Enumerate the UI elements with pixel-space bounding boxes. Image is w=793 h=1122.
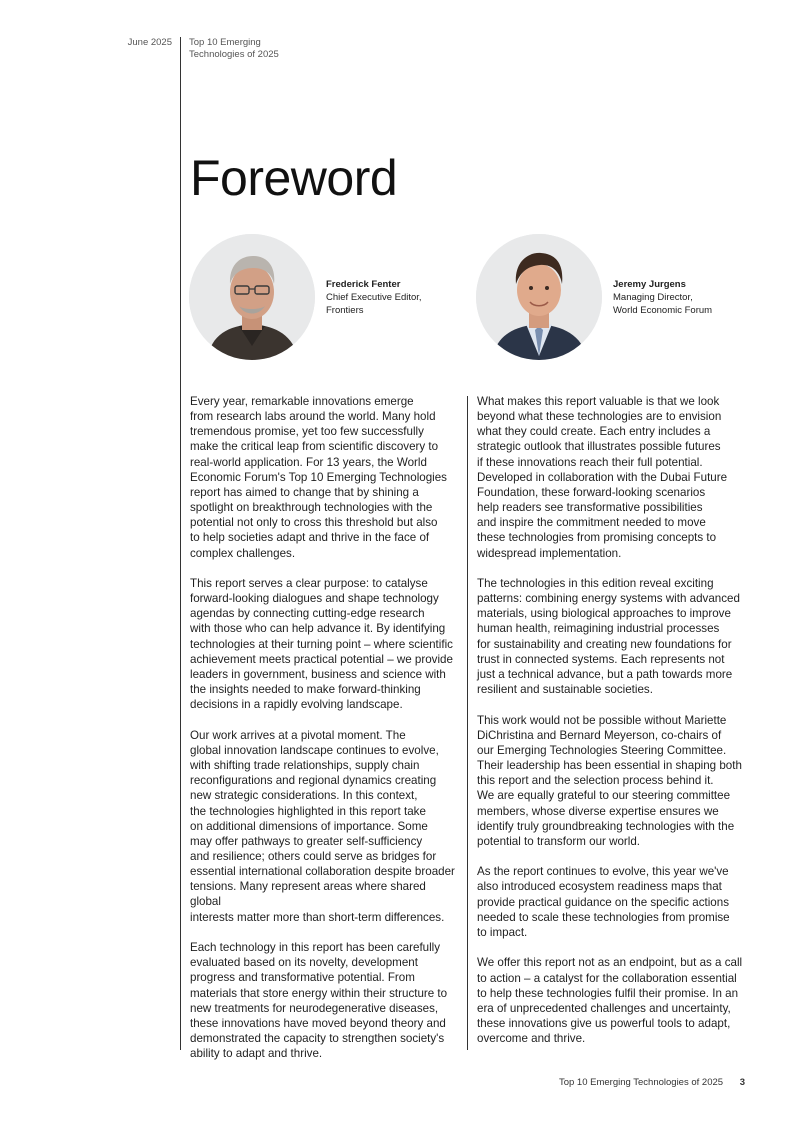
- paragraph: Every year, remarkable innovations emerge from research labs around the world. Many hold tremendous promise, yet too few successfully make the critical leap from scientific discovery to real-world application. For 13 years, the World Economic Forum's Top 10 Emerging Technologies report has aimed to change that by shining a spotlight on breakthrough technologies with the potential not only to cross this threshold but also to help societies adapt and thrive in the face of complex challenges.: [190, 395, 447, 560]
- contributor-frederick-fenter: [326, 278, 486, 317]
- page-number: 3: [739, 1077, 745, 1088]
- main-divider-line: [180, 37, 181, 1050]
- contributor-name: Frederick Fenter: [326, 279, 401, 290]
- avatar-frederick-fenter: [189, 234, 315, 360]
- contributor-name: Jeremy Jurgens: [613, 279, 686, 290]
- body-column-left: [190, 394, 460, 1077]
- paragraph: This report serves a clear purpose: to catalyse forward-looking dialogues and shape technology agendas by connecting cutting-edge research with those who can help advance it. By identifying technologies at their turning point – where scientific achievement meets practical potential – we provide leaders in government, business and science with the insights needed to make forward-thinking decisions in a rapidly evolving landscape.: [190, 577, 453, 712]
- paragraph: Each technology in this report has been carefully evaluated based on its novelty, development progress and transformative potential. From materials that store energy within their structure to new treatments for neurodegenerative diseases, these innovations have moved beyond theory and demonstrated the capacity to strengthen society's ability to adapt and thrive.: [190, 941, 448, 1061]
- header-report-title: [189, 37, 329, 61]
- header-title-line-2: Technologies of 2025: [189, 49, 279, 60]
- avatar-jeremy-jurgens: [476, 234, 602, 360]
- column-divider-line: [467, 396, 468, 1050]
- header-title-line-1: Top 10 Emerging: [189, 37, 261, 48]
- page-footer: [559, 1077, 745, 1088]
- paragraph: This work would not be possible without Mariette DiChristina and Bernard Meyerson, co-chairs of our Emerging Technologies Steering Committee. Their leadership has been essential in shaping both this report and the selection process behind it. We are equally grateful to our steering committee members, whose diverse expertise ensures we identify truly groundbreaking technologies with the potential to transform our world.: [477, 713, 742, 848]
- paragraph: What makes this report valuable is that we look beyond what these technologies are to envision what they could create. Each entry includes a strategic outlook that illustrates possible futures if these innovations reach their full potential. Developed in collaboration with the Dubai Future Foundation, these forward-looking scenarios help readers see transformative possibilities and inspire the commitment needed to move these technologies from promising concepts to widespread implementation.: [477, 395, 728, 560]
- body-column-right: [477, 394, 747, 1062]
- page-title: Foreword: [190, 150, 398, 206]
- contributor-jeremy-jurgens: [613, 278, 773, 317]
- header-date: June 2025: [127, 37, 172, 48]
- paragraph: The technologies in this edition reveal exciting patterns: combining energy systems with advanced materials, using biological approaches to improve human health, reimagining industrial processes for sustainability and creating new foundations for trust in connected systems. Each represents not just a technical advance, but a path towards more resilient and sustainable societies.: [477, 577, 740, 697]
- paragraph: As the report continues to evolve, this year we've also introduced ecosystem readiness maps that provide practical guidance on the specific actions needed to scale these technologies from promise to impact.: [477, 865, 730, 939]
- contributor-role-line-2: World Economic Forum: [613, 305, 713, 316]
- paragraph: We offer this report not as an endpoint, but as a call to action – a catalyst for the collaboration essential to help these technologies fulfil their promise. In an era of unprecedented challenges and uncertainty, these innovations give us powerful tools to adapt, overcome and thrive.: [477, 956, 743, 1046]
- contributor-role-line-2: Frontiers: [326, 305, 364, 316]
- contributor-role-line-1: Chief Executive Editor,: [326, 292, 422, 303]
- contributor-role-line-1: Managing Director,: [613, 292, 693, 303]
- footer-report-title: Top 10 Emerging Technologies of 2025: [558, 1077, 724, 1088]
- paragraph: Our work arrives at a pivotal moment. The global innovation landscape continues to evolve, with shifting trade relationships, supply chain reconfigurations and regional dynamics creating new strategic considerations. In this context, the technologies highlighted in this report take on additional dimensions of importance. Some may offer pathways to greater self-sufficiency and resilience; others could serve as bridges for essential international collaboration despite broader tensions. Many represent areas where shared global interests matter more than short-term differences.: [190, 728, 455, 924]
